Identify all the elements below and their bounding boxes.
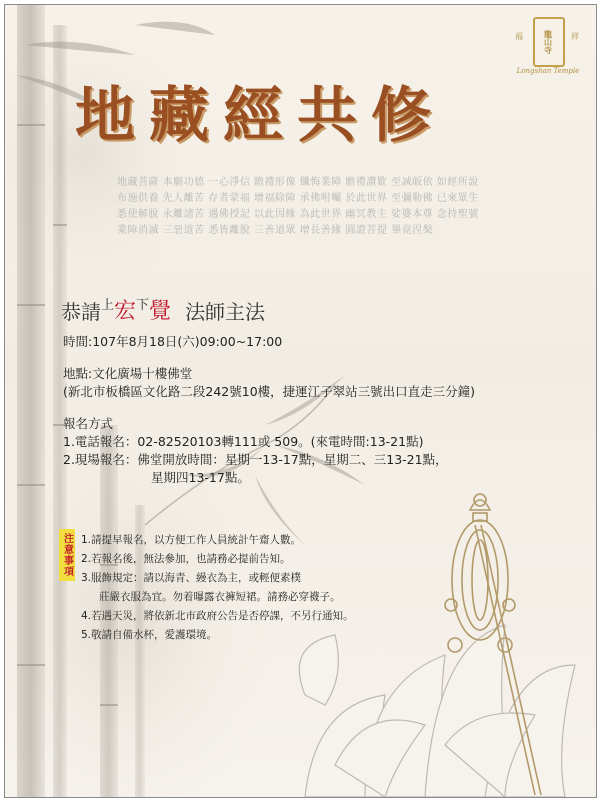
notice-list [81,531,421,645]
notice-item: 4.若遇天災，將依新北市政府公告是否停課，不另行通知。 [81,610,354,622]
temple-logo [511,17,585,85]
logo-subtitle: Longshan Temple [516,67,580,75]
invite-suffix: 法師主法 [185,300,266,324]
notice-item: 3.服飾規定：請以海青、縵衣為主，或輕便素樸 [81,572,302,584]
master-name-char-2: 覺 [149,299,172,324]
registration-heading: 報名方式 [63,416,114,431]
verse-line: 地藏菩薩 本願功德 一心淨信 瞻禮形像 懺悔業障 瞻禮讚歎 至誠皈依 如經所說 [117,177,479,188]
verse-line: 布施供養 先人離苦 存者蒙福 增福除障 承佛咐囑 於此世界 至彌勒佛 已來眾生 [117,193,479,204]
event-location [63,365,475,401]
registration-onsite: 2.現場報名：佛堂開放時間：星期一13-17點，星期二、三13-21點， [63,452,448,467]
event-time: 時間:107年8月18日(六)09:00~17:00 [63,334,283,349]
logo-right-char: 祥 [571,32,579,41]
registration-phone: 1.電話報名：02-82520103轉111或 509。(來電時間:13-21點) [63,434,424,449]
location-address: (新北市板橋區文化路二段242號10樓，捷運江子翠站三號出口直走三分鐘) [63,384,476,399]
logo-seal-text: 龍山寺 [543,30,554,54]
location-name: 地點:文化廣場十樓佛堂 [63,366,193,381]
poster-title: 地藏經共修 [75,81,445,151]
verse-line: 業障消滅 三惡道苦 悉皆離脫 三善道眾 增長善緣 圓證菩提 畢竟涅槃 [117,225,434,236]
notice-item: 1.請提早報名，以方便工作人員統計午齋人數。 [81,534,302,546]
notice-item: 2.若報名後，無法參加，也請務必提前告知。 [81,553,291,565]
logo-left-char: 福 [515,32,523,41]
notice-item: 莊嚴衣服為宜。勿着曝露衣褲短裙。請務必穿襪子。 [99,591,341,603]
sutra-verses [117,175,497,239]
verse-line: 悉使解脫 永離諸苦 遇佛授記 以此因緣 為此世界 幽冥教主 娑婆本尊 念持聖號 [117,209,479,220]
notice-label-text: 注意事項 [61,533,73,577]
invite-prefix: 恭請 [61,300,101,324]
notice-item: 5.敬請自備水杯，愛護環境。 [81,629,218,641]
invite-honorific-up: 上 [101,298,115,313]
notice-label [59,529,75,581]
invitation-line [61,285,265,325]
registration-onsite-cont: 星期四13-17點。 [151,470,250,485]
registration-section [63,415,448,487]
poster [4,4,597,798]
invite-honorific-down: 下 [136,298,150,313]
master-name-char-1: 宏 [114,299,137,324]
logo-seal [533,17,565,67]
